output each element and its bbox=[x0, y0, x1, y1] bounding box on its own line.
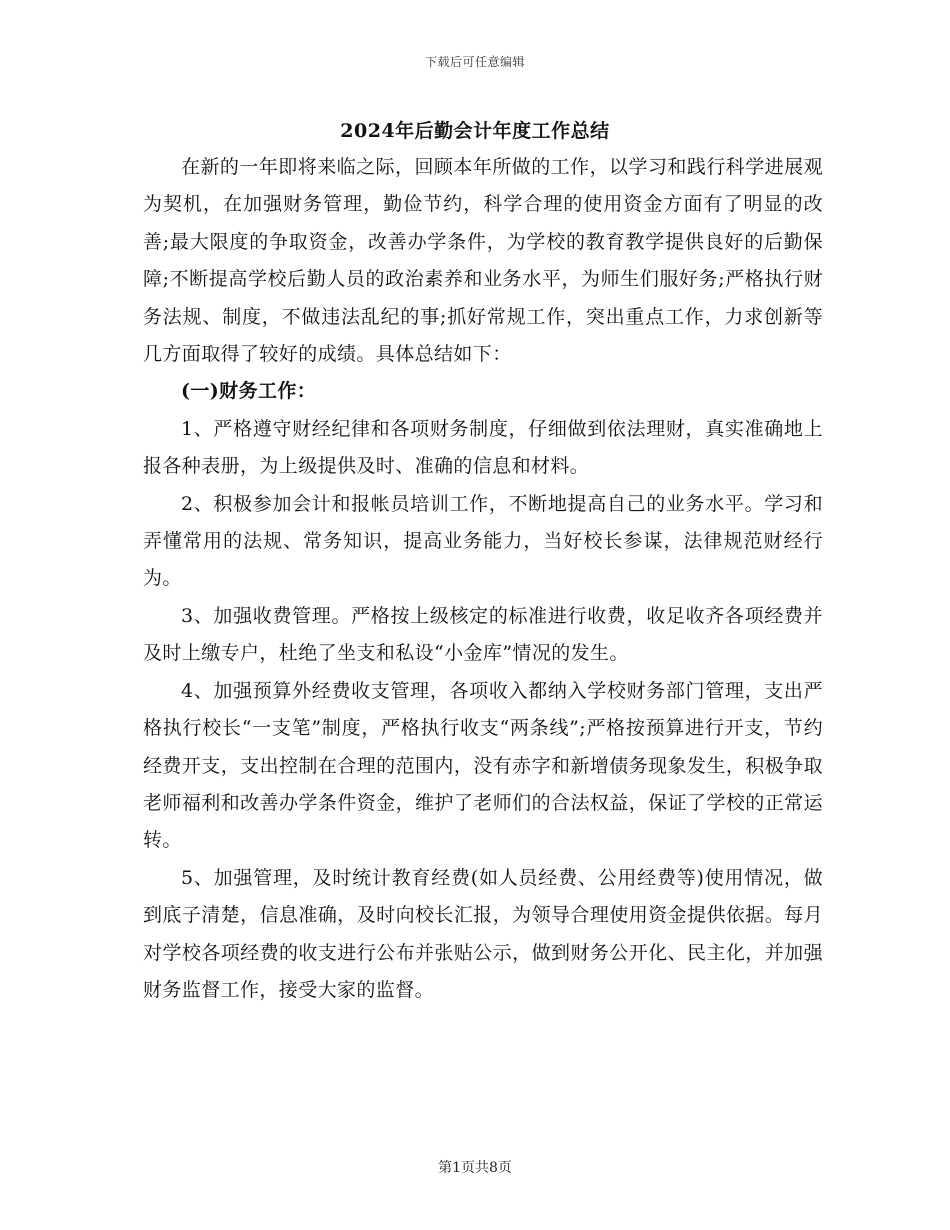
document-body bbox=[143, 149, 823, 1009]
page-header-note: 下载后可任意编辑 bbox=[424, 55, 525, 69]
document-title: 2024年后勤会计年度工作总结 bbox=[340, 120, 610, 142]
list-item: 4、加强预算外经费收支管理，各项收入都纳入学校财务部门管理，支出严格执行校长“一支笔”制度，严格执行收支“两条线”;严格按预算进行开支，节约经费开支，支出控制在合理的范围内，没有赤字和新增债务现象发生，积极争取老师福利和改善办学条件资金，维护了老师们的合法权益，保证了学校的正常运转。 bbox=[143, 679, 823, 852]
list-item: 1、严格遵守财经纪律和各项财务制度，仔细做到依法理财，真实准确地上报各种表册，为上级提供及时、准确的信息和材料。 bbox=[143, 417, 823, 478]
list-item: 3、加强收费管理。严格按上级核定的标准进行收费，收足收齐各项经费并及时上缴专户，杜绝了坐支和私设“小金库”情况的发生。 bbox=[143, 604, 823, 665]
list-item: 2、积极参加会计和报帐员培训工作，不断地提高自己的业务水平。学习和弄懂常用的法规、常务知识，提高业务能力，当好校长参谋，法律规范财经行为。 bbox=[143, 492, 823, 590]
list-item: 5、加强管理，及时统计教育经费(如人员经费、公用经费等)使用情况，做到底子清楚，信息准确，及时向校长汇报，为领导合理使用资金提供依据。每月对学校各项经费的收支进行公布并张贴公示，做到财务公开化、民主化，并加强财务监督工作，接受大家的监督。 bbox=[143, 866, 823, 1001]
page-number: 第1页共8页 bbox=[438, 1160, 512, 1176]
section-heading-finance: (一)财务工作： bbox=[181, 380, 317, 403]
intro-paragraph: 在新的一年即将来临之际，回顾本年所做的工作，以学习和践行科学进展观为契机，在加强财务管理，勤俭节约，科学合理的使用资金方面有了明显的改善;最大限度的争取资金，改善办学条件，为学校的教育教学提供良好的后勤保障;不断提高学校后勤人员的政治素养和业务水平，为师生们服好务;严格执行财务法规、制度，不做违法乱纪的事;抓好常规工作，突出重点工作，力求创新等几方面取得了较好的成绩。具体总结如下： bbox=[143, 156, 823, 366]
